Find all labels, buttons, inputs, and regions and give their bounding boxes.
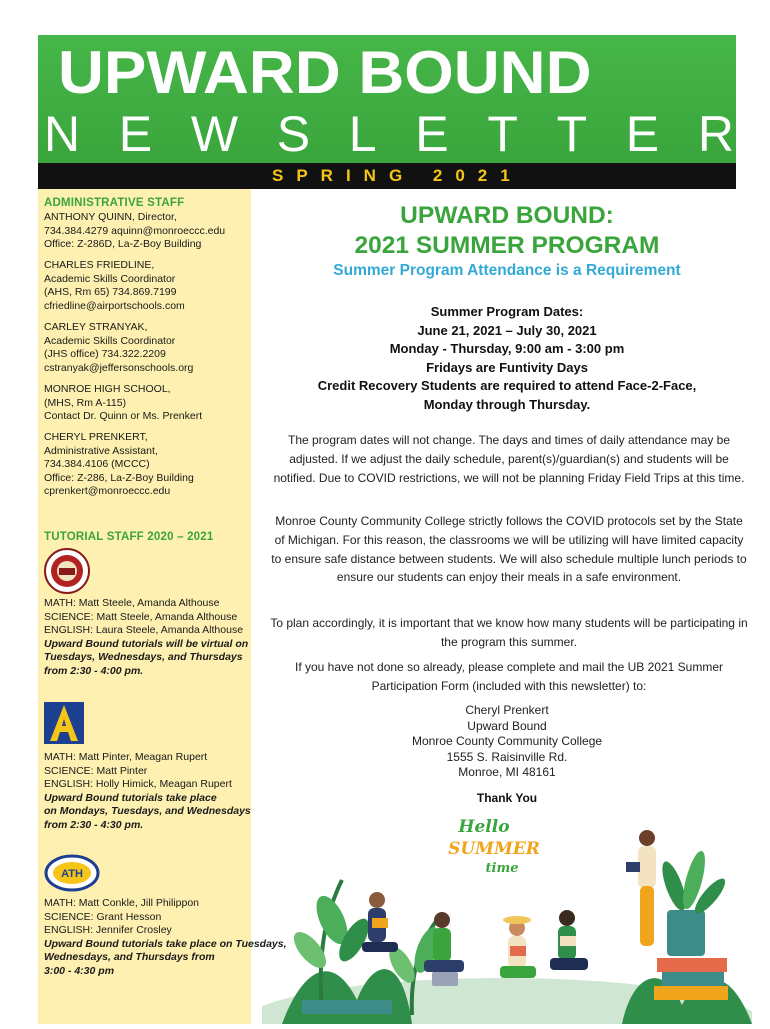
tutor-line: ENGLISH: Holly Himick, Meagan Rupert	[44, 778, 232, 790]
contact-line: 734.384.4106 (MCCC)	[44, 458, 150, 470]
program-dates	[262, 303, 752, 414]
tutor-line: ENGLISH: Laura Steele, Amanda Althouse	[44, 624, 244, 636]
headline	[262, 201, 752, 261]
monroe-school-logo-icon	[44, 853, 100, 898]
airport-school-seal-icon	[44, 548, 90, 599]
tutor-line: SCIENCE: Matt Pinter	[44, 764, 148, 777]
tutor-schedule: 3:00 - 4:30 pm	[44, 964, 115, 977]
jefferson-a-logo-icon	[44, 702, 84, 749]
season-bar	[38, 163, 736, 189]
address-line: Monroe, MI 48161	[458, 765, 556, 779]
contact-line: Academic Skills Coordinator	[44, 272, 176, 285]
body-paragraph: If you have not done so already, please complete and mail the UB 2021 Summer Participation Form (included with this newsletter) to:	[294, 660, 724, 693]
subtitle-letter: S	[276, 106, 311, 162]
tutor-schedule: from 2:30 - 4:30 pm.	[44, 818, 144, 831]
contact-line: Office: Z-286, La-Z-Boy Building	[44, 471, 194, 484]
subtitle-letter: L	[348, 106, 377, 162]
contact-line: cstranyak@jeffersonschools.org	[44, 361, 194, 374]
contact-line: 734.384.4279 aquinn@monroeccc.edu	[44, 224, 226, 237]
subtitle-letter: R	[697, 106, 734, 162]
contact-line: CARLEY STRANYAK,	[44, 321, 148, 333]
contact-line: Academic Skills Coordinator	[44, 334, 176, 347]
masthead	[38, 35, 736, 163]
sidebar	[38, 189, 287, 1024]
body-paragraph: The program dates will not change. The days and times of daily attendance may be adjusted. If we adjust the daily schedule, parent(s)/guardian(s) and students will be notified. Due to COVID restrictions, we will not be planning Friday Field Trips at this time.	[273, 433, 745, 485]
contact-line: Office: Z-286D, La-Z-Boy Building	[44, 238, 202, 250]
contact-line: CHARLES FRIEDLINE,	[44, 259, 155, 271]
mailing-address	[262, 703, 752, 781]
admin-contact	[44, 321, 249, 375]
thank-you: Thank You	[476, 791, 538, 805]
tutor-line: MATH: Matt Steele, Amanda Althouse	[44, 597, 220, 609]
svg-text:time: time	[485, 861, 519, 876]
dates-line: Monday through Thursday.	[423, 396, 591, 412]
hello-summer-lettering	[448, 817, 540, 876]
subtitle-letter: T	[487, 106, 518, 162]
tutorial-group	[44, 751, 249, 832]
body-paragraph: To plan accordingly, it is important that we know how many students will be participating in the program this summer.	[270, 616, 748, 649]
contact-line: Contact Dr. Quinn or Ms. Prenkert	[44, 410, 203, 422]
subtitle-letter: E	[415, 106, 449, 162]
dates-line: Credit Recovery Students are required to attend Face-2-Face,	[317, 378, 697, 393]
subheadline: Summer Program Attendance is a Requirement	[333, 262, 681, 279]
contact-line: (JHS office) 734.322.2209	[44, 348, 166, 360]
body-paragraph: Monroe County Community College strictly follows the COVID protocols set by the State of Michigan. For this reason, the classrooms we will be utilizing will have limited capacity to ensure safe distance between students. We will also schedule multiple lunch periods to ensure our students can enjoy their meals in a safe environment.	[271, 514, 747, 585]
admin-staff-heading: ADMINISTRATIVE STAFF	[44, 197, 185, 209]
address-line: Upward Bound	[467, 718, 547, 733]
tutorial-staff-heading: TUTORIAL STAFF 2020 – 2021	[44, 531, 214, 543]
tutor-line: MATH: Matt Conkle, Jill Philippon	[44, 897, 200, 909]
svg-text:SUMMER: SUMMER	[448, 839, 540, 859]
subtitle-letter: E	[118, 106, 153, 162]
tutor-line: MATH: Matt Pinter, Meagan Rupert	[44, 751, 208, 763]
contact-line: cfriedline@airportschools.com	[44, 299, 185, 312]
address-line: Cheryl Prenkert	[465, 703, 549, 717]
tutor-schedule: on Mondays, Tuesdays, and Wednesdays	[44, 805, 251, 817]
contact-line: MONROE HIGH SCHOOL,	[44, 383, 171, 395]
subtitle-letter: E	[625, 106, 660, 162]
address-line: 1555 S. Raisinville Rd.	[446, 749, 568, 764]
address-line: Monroe County Community College	[411, 734, 603, 748]
headline-line: 2021 SUMMER PROGRAM	[354, 232, 660, 259]
tutor-line: SCIENCE: Matt Steele, Amanda Althouse	[44, 610, 238, 623]
dates-line: June 21, 2021 – July 30, 2021	[417, 322, 597, 338]
dates-line: Monday - Thursday, 9:00 am - 3:00 pm	[389, 341, 625, 356]
tutor-schedule: Wednesdays, and Thursdays from	[44, 951, 215, 963]
subtitle-letter: N	[44, 106, 81, 162]
contact-line: ANTHONY QUINN, Director,	[44, 211, 177, 223]
svg-text:Hello: Hello	[458, 817, 510, 837]
tutorial-group	[44, 897, 287, 978]
contact-line: cprenkert@monroeccc.edu	[44, 485, 171, 497]
contact-line: (AHS, Rm 65) 734.869.7199	[44, 286, 177, 298]
tutor-line: SCIENCE: Grant Hesson	[44, 910, 162, 923]
subtitle-letter: T	[556, 106, 588, 162]
tutor-schedule: Upward Bound tutorials take place	[44, 791, 217, 804]
season-label: SPRING 2021	[272, 166, 523, 185]
tutor-schedule: from 2:30 - 4:00 pm.	[44, 664, 144, 677]
subtitle-letter: W	[190, 106, 239, 162]
contact-line: (MHS, Rm A-115)	[44, 396, 127, 409]
tutor-line: ENGLISH: Jennifer Crosley	[44, 924, 172, 936]
contact-line: Administrative Assistant,	[44, 444, 158, 457]
tutor-schedule: Upward Bound tutorials take place on Tuesdays,	[44, 937, 287, 950]
admin-contact	[44, 211, 249, 252]
admin-contact	[44, 259, 249, 313]
emblem-text: ATH	[61, 868, 83, 880]
tutorial-group	[44, 597, 249, 678]
summer-reading-illustration	[262, 800, 752, 1024]
newsletter-title: UPWARD BOUND	[58, 39, 592, 106]
headline-line: UPWARD BOUND:	[400, 202, 614, 229]
dates-line: Summer Program Dates:	[430, 304, 584, 319]
admin-contact	[44, 431, 249, 499]
admin-contact	[44, 383, 249, 424]
tutor-schedule: Upward Bound tutorials will be virtual on	[44, 637, 249, 650]
contact-line: CHERYL PRENKERT,	[44, 431, 148, 443]
newsletter-subtitle	[44, 106, 734, 162]
dates-line: Fridays are Funtivity Days	[426, 359, 588, 375]
tutor-schedule: Tuesdays, Wednesdays, and Thursdays	[44, 651, 243, 663]
